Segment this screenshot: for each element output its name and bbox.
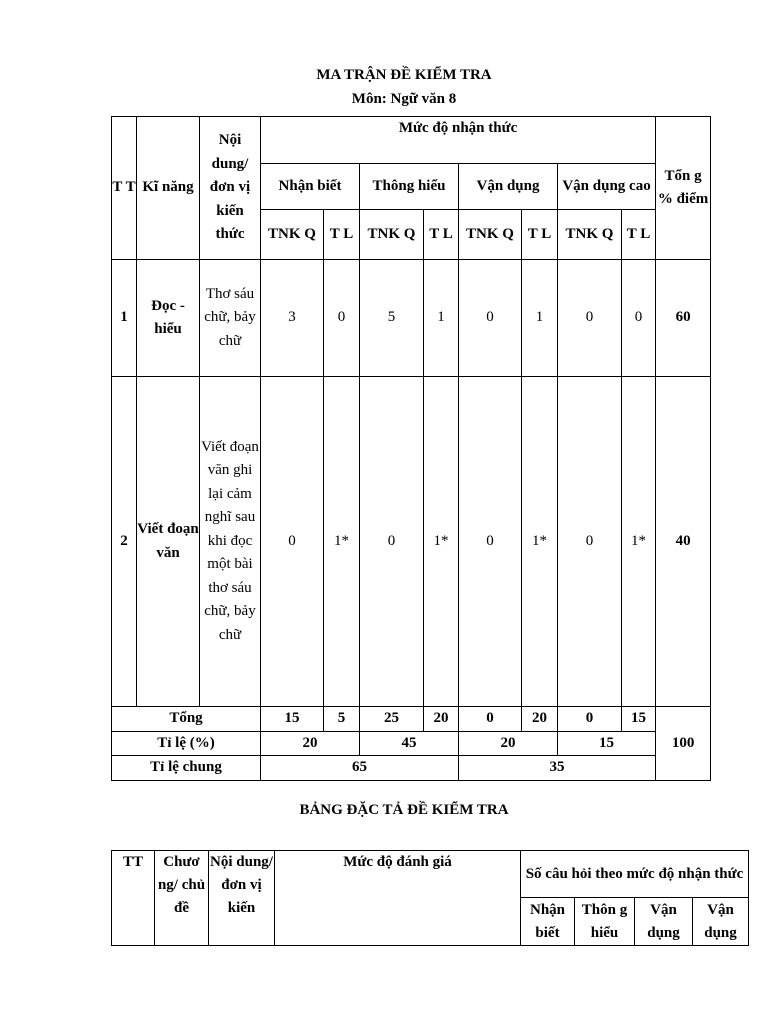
subject-title: Môn: Ngữ văn 8	[351, 91, 457, 107]
sum-cell: 15	[261, 707, 324, 732]
row-tt: 1	[112, 260, 137, 377]
spec-level: Nhận biết	[521, 898, 575, 946]
table-row	[112, 260, 711, 377]
row-cell: 0	[459, 260, 522, 377]
row-content: Viết đoạn văn ghi lại cảm nghĩ sau khi đọc một bài thơ sáu chữ, bảy chữ	[200, 377, 261, 707]
row-cell: 0	[261, 377, 324, 707]
header-tt: T T	[112, 117, 137, 260]
header-tl: T L	[622, 210, 656, 260]
header-level-apply: Vận dụng	[459, 164, 558, 210]
spec-header-content: Nội dung/ đơn vị kiến	[209, 851, 275, 946]
spec-header-chapter: Chươ ng/ chủ đề	[155, 851, 209, 946]
common-cell: 65	[261, 756, 459, 781]
row-cell: 0	[622, 260, 656, 377]
row-cell: 3	[261, 260, 324, 377]
ratio-cell: 20	[459, 731, 558, 756]
assessment-matrix-table	[111, 116, 711, 781]
header-tnkq: TNK Q	[558, 210, 622, 260]
row-cell: 0	[459, 377, 522, 707]
header-level-understand: Thông hiểu	[360, 164, 459, 210]
ratio-row	[112, 731, 711, 756]
common-label: Tỉ lệ chung	[112, 756, 261, 781]
sum-label: Tổng	[112, 707, 261, 732]
row-content: Thơ sáu chữ, bảy chữ	[200, 260, 261, 377]
header-skill: Kĩ năng	[137, 117, 200, 260]
ratio-cell: 45	[360, 731, 459, 756]
sum-cell: 20	[424, 707, 459, 732]
header-tnkq: TNK Q	[261, 210, 324, 260]
sum-cell: 20	[522, 707, 558, 732]
common-cell: 35	[459, 756, 656, 781]
row-cell: 1*	[622, 377, 656, 707]
table-row	[112, 377, 711, 707]
row-cell: 0	[324, 260, 360, 377]
spec-title: BẢNG ĐẶC TẢ ĐỀ KIỂM TRA	[299, 802, 509, 818]
spec-level: Thôn g hiểu	[575, 898, 635, 946]
header-tl: T L	[324, 210, 360, 260]
spec-level: Vận dụng	[693, 898, 749, 946]
header-level-recognize: Nhận biết	[261, 164, 360, 210]
header-cognitive-level: Mức độ nhận thức	[261, 117, 656, 164]
sum-cell: 0	[459, 707, 522, 732]
spec-header-tt: TT	[112, 851, 155, 946]
sum-cell: 25	[360, 707, 424, 732]
row-cell: 5	[360, 260, 424, 377]
row-skill: Viết đoạn văn	[137, 377, 200, 707]
ratio-cell: 20	[261, 731, 360, 756]
common-ratio-row	[112, 756, 711, 781]
row-cell: 0	[360, 377, 424, 707]
row-total: 40	[656, 377, 711, 707]
spec-header-question-count: Số câu hỏi theo mức độ nhận thức	[521, 851, 749, 898]
sum-cell: 15	[622, 707, 656, 732]
row-cell: 0	[558, 377, 622, 707]
sum-row	[112, 707, 711, 732]
ratio-cell: 15	[558, 731, 656, 756]
sum-cell: 0	[558, 707, 622, 732]
row-cell: 1*	[522, 377, 558, 707]
row-cell: 1*	[424, 377, 459, 707]
specification-table	[111, 850, 749, 946]
header-content: Nội dung/ đơn vị kiến thức	[200, 117, 261, 260]
row-cell: 0	[558, 260, 622, 377]
spec-header-assessment: Mức độ đánh giá	[275, 851, 521, 946]
header-tl: T L	[424, 210, 459, 260]
header-tnkq: TNK Q	[459, 210, 522, 260]
sum-cell: 5	[324, 707, 360, 732]
row-cell: 1*	[324, 377, 360, 707]
grand-total: 100	[656, 707, 711, 781]
spec-level: Vận dụng	[635, 898, 693, 946]
row-tt: 2	[112, 377, 137, 707]
document-title: MA TRẬN ĐỀ KIỂM TRA	[316, 67, 492, 83]
row-skill: Đọc - hiểu	[137, 260, 200, 377]
ratio-label: Tỉ lệ (%)	[112, 731, 261, 756]
header-total-percent: Tổn g % điểm	[656, 117, 711, 260]
header-tl: T L	[522, 210, 558, 260]
row-total: 60	[656, 260, 711, 377]
header-tnkq: TNK Q	[360, 210, 424, 260]
header-level-apply-high: Vận dụng cao	[558, 164, 656, 210]
row-cell: 1	[522, 260, 558, 377]
row-cell: 1	[424, 260, 459, 377]
